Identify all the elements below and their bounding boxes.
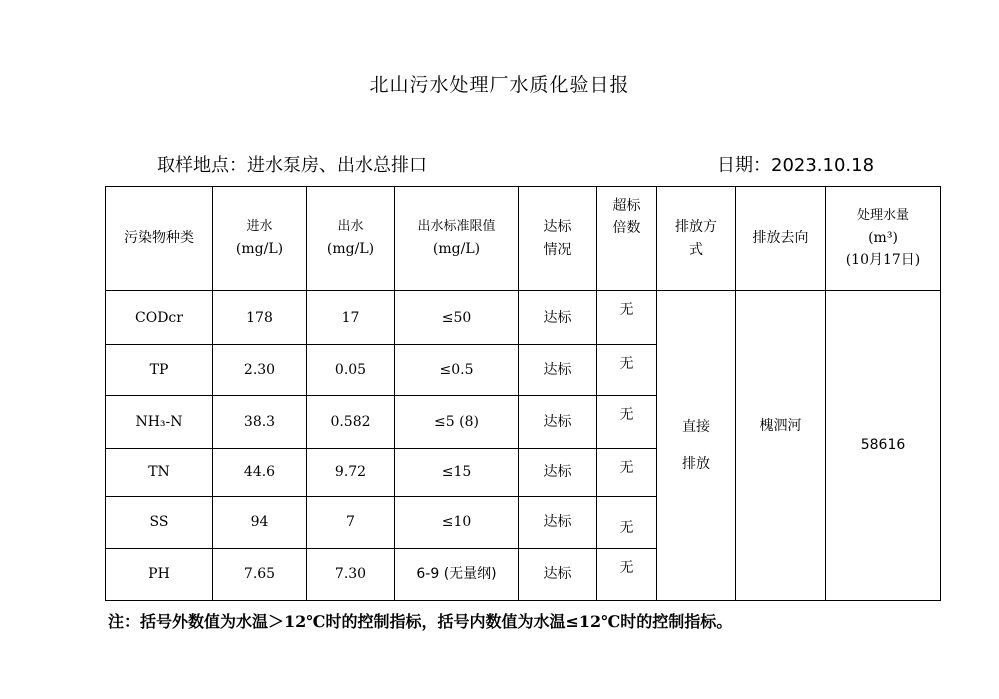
exceed-value: 无 [597,345,657,396]
header-influent-unit: (mg/L) [235,240,284,257]
effluent-value: 17 [307,291,395,345]
pollutant-name: SS [106,496,213,548]
water-quality-table [105,186,941,601]
header-compliance-line1: 达标 [543,219,572,236]
pollutant-name: TN [106,448,213,496]
pollutant-name: PH [106,548,213,600]
discharge-destination: 槐泗河 [736,291,826,601]
header-discharge-method-line1: 排放方 [675,219,717,236]
effluent-value: 9.72 [307,448,395,496]
discharge-method-line2: 排放 [682,455,710,472]
header-volume [826,187,941,291]
exceed-value: 无 [597,496,657,548]
limit-value: ≤0.5 [395,345,519,396]
header-limit [395,187,519,291]
header-discharge-dest: 排放去向 [736,187,826,291]
influent-value: 178 [213,291,307,345]
effluent-value: 0.05 [307,345,395,396]
influent-value: 44.6 [213,448,307,496]
effluent-value: 7.30 [307,548,395,600]
influent-value: 38.3 [213,396,307,448]
report-title: 北山污水处理厂水质化验日报 [369,74,630,96]
limit-value: ≤50 [395,291,519,345]
table-row [106,291,941,345]
exceed-value: 无 [597,291,657,345]
limit-value: ≤15 [395,448,519,496]
discharge-method [657,291,736,601]
header-influent [213,187,307,291]
header-pollutant: 污染物种类 [106,187,213,291]
header-row [106,187,941,291]
header-exceed-line1: 超标 [612,198,641,214]
header-effluent-label: 出水 [337,219,364,235]
header-exceed-line2: 倍数 [612,220,641,237]
report-date: 日期：2023.10.18 [717,155,875,176]
treated-volume: 58616 [826,291,941,601]
exceed-value: 无 [597,548,657,600]
header-compliance-line2: 情况 [543,241,572,258]
exceed-value: 无 [597,448,657,496]
compliance-status: 达标 [519,448,597,496]
compliance-status: 达标 [519,496,597,548]
effluent-value: 0.582 [307,396,395,448]
pollutant-name: TP [106,345,213,396]
compliance-status: 达标 [519,396,597,448]
header-discharge-method [657,187,736,291]
footnote: 注：括号外数值为水温＞12℃时的控制指标，括号内数值为水温≤12℃时的控制指标。 [108,612,733,631]
header-exceed [597,187,657,291]
header-limit-unit: (mg/L) [432,240,481,257]
limit-value: 6-9 (无量纲) [395,548,519,600]
header-volume-date: (10月17日) [845,252,921,269]
limit-value: ≤5 (8) [395,396,519,448]
limit-value: ≤10 [395,496,519,548]
pollutant-name: NH₃-N [106,396,213,448]
header-effluent [307,187,395,291]
header-compliance [519,187,597,291]
influent-value: 2.30 [213,345,307,396]
sampling-location: 取样地点：进水泵房、出水总排口 [157,155,427,176]
influent-value: 7.65 [213,548,307,600]
compliance-status: 达标 [519,548,597,600]
header-limit-label: 出水标准限值 [417,219,496,235]
pollutant-name: CODcr [106,291,213,345]
discharge-method-line1: 直接 [682,419,710,436]
compliance-status: 达标 [519,291,597,345]
influent-value: 94 [213,496,307,548]
exceed-value: 无 [597,396,657,448]
header-volume-label: 处理水量 [856,207,909,223]
header-discharge-method-line2: 式 [689,241,703,258]
header-effluent-unit: (mg/L) [326,240,375,257]
header-volume-unit: (m³) [868,229,898,246]
compliance-status: 达标 [519,345,597,396]
effluent-value: 7 [307,496,395,548]
header-influent-label: 进水 [246,219,273,235]
